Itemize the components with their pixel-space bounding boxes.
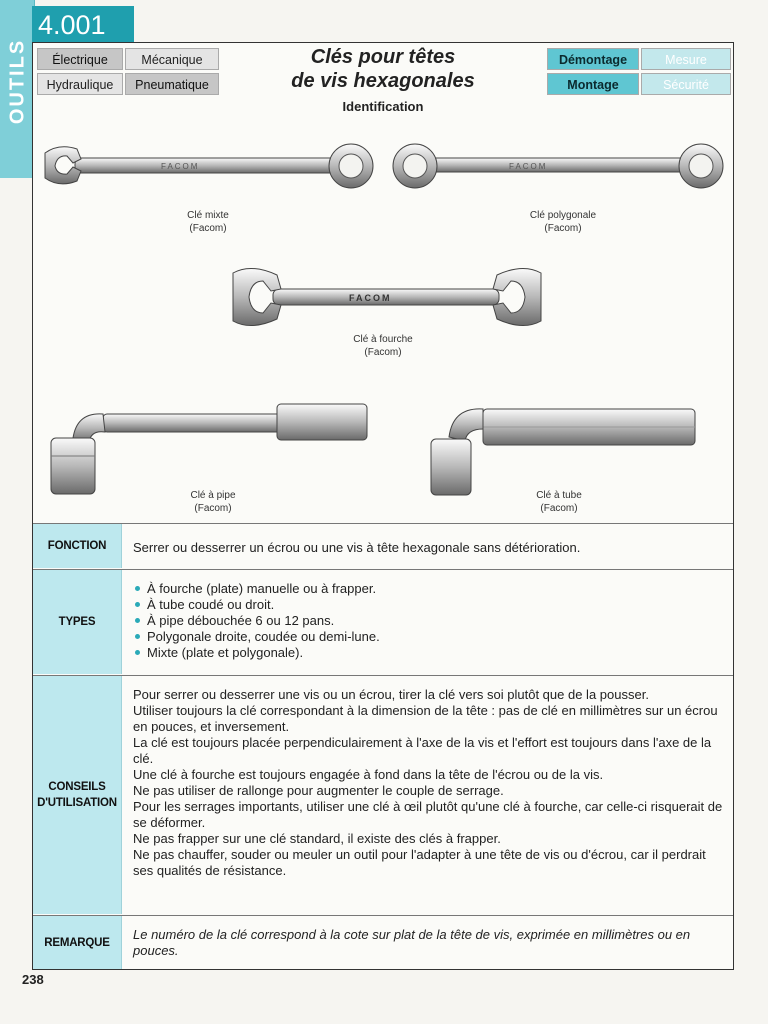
section-code: 4.001 (32, 6, 134, 42)
title-line-2: de vis hexagonales (291, 70, 475, 92)
page-title (223, 45, 543, 93)
caption-pipe-wrench (163, 489, 263, 515)
title-line-1: Clés pour têtes (310, 46, 456, 68)
category-mecanique: Mécanique (125, 48, 219, 70)
advice-paragraph: Utiliser toujours la clé correspondant à la dimension de la tête : pas de clé en millimètres sur un écrou en pouces, et inversement. (133, 703, 718, 734)
advice-paragraph: Ne pas frapper sur une clé standard, il existe des clés à frapper. (133, 831, 501, 846)
page-frame (32, 42, 734, 970)
caption-box-end-wrench (503, 209, 623, 235)
side-tab (0, 0, 35, 178)
divider (33, 569, 733, 570)
remarque-label: REMARQUE (33, 916, 122, 969)
list-item: Polygonale droite, coudée ou demi-lune. (133, 629, 723, 645)
divider (33, 675, 733, 676)
tool-brand: (Facom) (194, 503, 232, 514)
tool-brand: (Facom) (544, 223, 582, 234)
page-number: 238 (22, 972, 44, 987)
tool-brand: (Facom) (540, 503, 578, 514)
category-demontage: Démontage (547, 48, 639, 70)
remarque-text: Le numéro de la clé correspond à la cote sur plat de la tête de vis, exprimée en millimètres ou en pouces. (133, 927, 691, 958)
conseils-text (133, 687, 725, 879)
category-electrique: Électrique (37, 48, 123, 70)
advice-paragraph: Une clé à fourche est toujours engagée à fond dans la tête de l'écrou ou de la vis. (133, 767, 604, 782)
caption-tube-wrench (509, 489, 609, 515)
types-label: TYPES (33, 570, 122, 674)
caption-open-end-wrench (333, 333, 433, 359)
divider (33, 523, 733, 524)
open-end-wrench-image (229, 265, 545, 329)
advice-paragraph: Pour serrer ou desserrer une vis ou un écrou, tirer la clé vers soi plutôt que de la pousser. (133, 687, 649, 702)
category-mesure: Mesure (641, 48, 731, 70)
category-hydraulique: Hydraulique (37, 73, 123, 95)
tool-name: Clé polygonale (529, 210, 597, 221)
tube-wrench-image (427, 403, 699, 499)
side-tab-label: OUTILS (6, 38, 29, 125)
pipe-wrench-image (43, 398, 369, 498)
list-item: À fourche (plate) manuelle ou à frapper. (133, 581, 723, 597)
list-item: À tube coudé ou droit. (133, 597, 723, 613)
wrench-engraving-3: FACOM (349, 293, 392, 303)
caption-combination-wrench (153, 209, 263, 235)
category-securite: Sécurité (641, 73, 731, 95)
tool-name: Clé mixte (187, 210, 229, 221)
tool-name: Clé à fourche (353, 334, 413, 345)
advice-paragraph: Pour les serrages importants, utiliser une clé à œil plutôt qu'une clé à fourche, car celle-ci risquerait de se déformer. (133, 799, 723, 830)
conseils-label-line-2: D'UTILISATION (37, 797, 117, 809)
fonction-text: Serrer ou desserrer un écrou ou une vis à tête hexagonale sans détérioration. (133, 540, 581, 555)
conseils-label-line-1: CONSEILS (48, 781, 106, 793)
combination-wrench-image (41, 141, 377, 191)
fonction-label: FONCTION (33, 524, 122, 568)
advice-paragraph: La clé est toujours placée perpendiculairement à l'axe de la vis et l'effort est toujours dans l'axe de la clé. (133, 735, 712, 766)
advice-paragraph: Ne pas chauffer, souder ou meuler un outil pour l'adapter à une tête de vis ou d'écrou, car il perdrait ses qualités de résistance. (133, 847, 706, 878)
box-end-wrench-image (389, 141, 727, 191)
types-list (133, 581, 723, 661)
list-item: Mixte (plate et polygonale). (133, 645, 723, 661)
category-pneumatique: Pneumatique (125, 73, 219, 95)
conseils-label (33, 676, 122, 914)
list-item: À pipe débouchée 6 ou 12 pans. (133, 613, 723, 629)
wrench-engraving-2: FACOM (509, 162, 548, 171)
tool-brand: (Facom) (364, 347, 402, 358)
category-montage: Montage (547, 73, 639, 95)
tool-name: Clé à pipe (190, 490, 236, 501)
wrench-engraving-1: FACOM (161, 162, 200, 171)
tool-brand: (Facom) (189, 223, 227, 234)
divider (33, 915, 733, 916)
advice-paragraph: Ne pas utiliser de rallonge pour augmenter le couple de serrage. (133, 783, 504, 798)
header (33, 43, 733, 97)
section-subtitle: Identification (342, 99, 424, 114)
tool-name: Clé à tube (536, 490, 582, 501)
